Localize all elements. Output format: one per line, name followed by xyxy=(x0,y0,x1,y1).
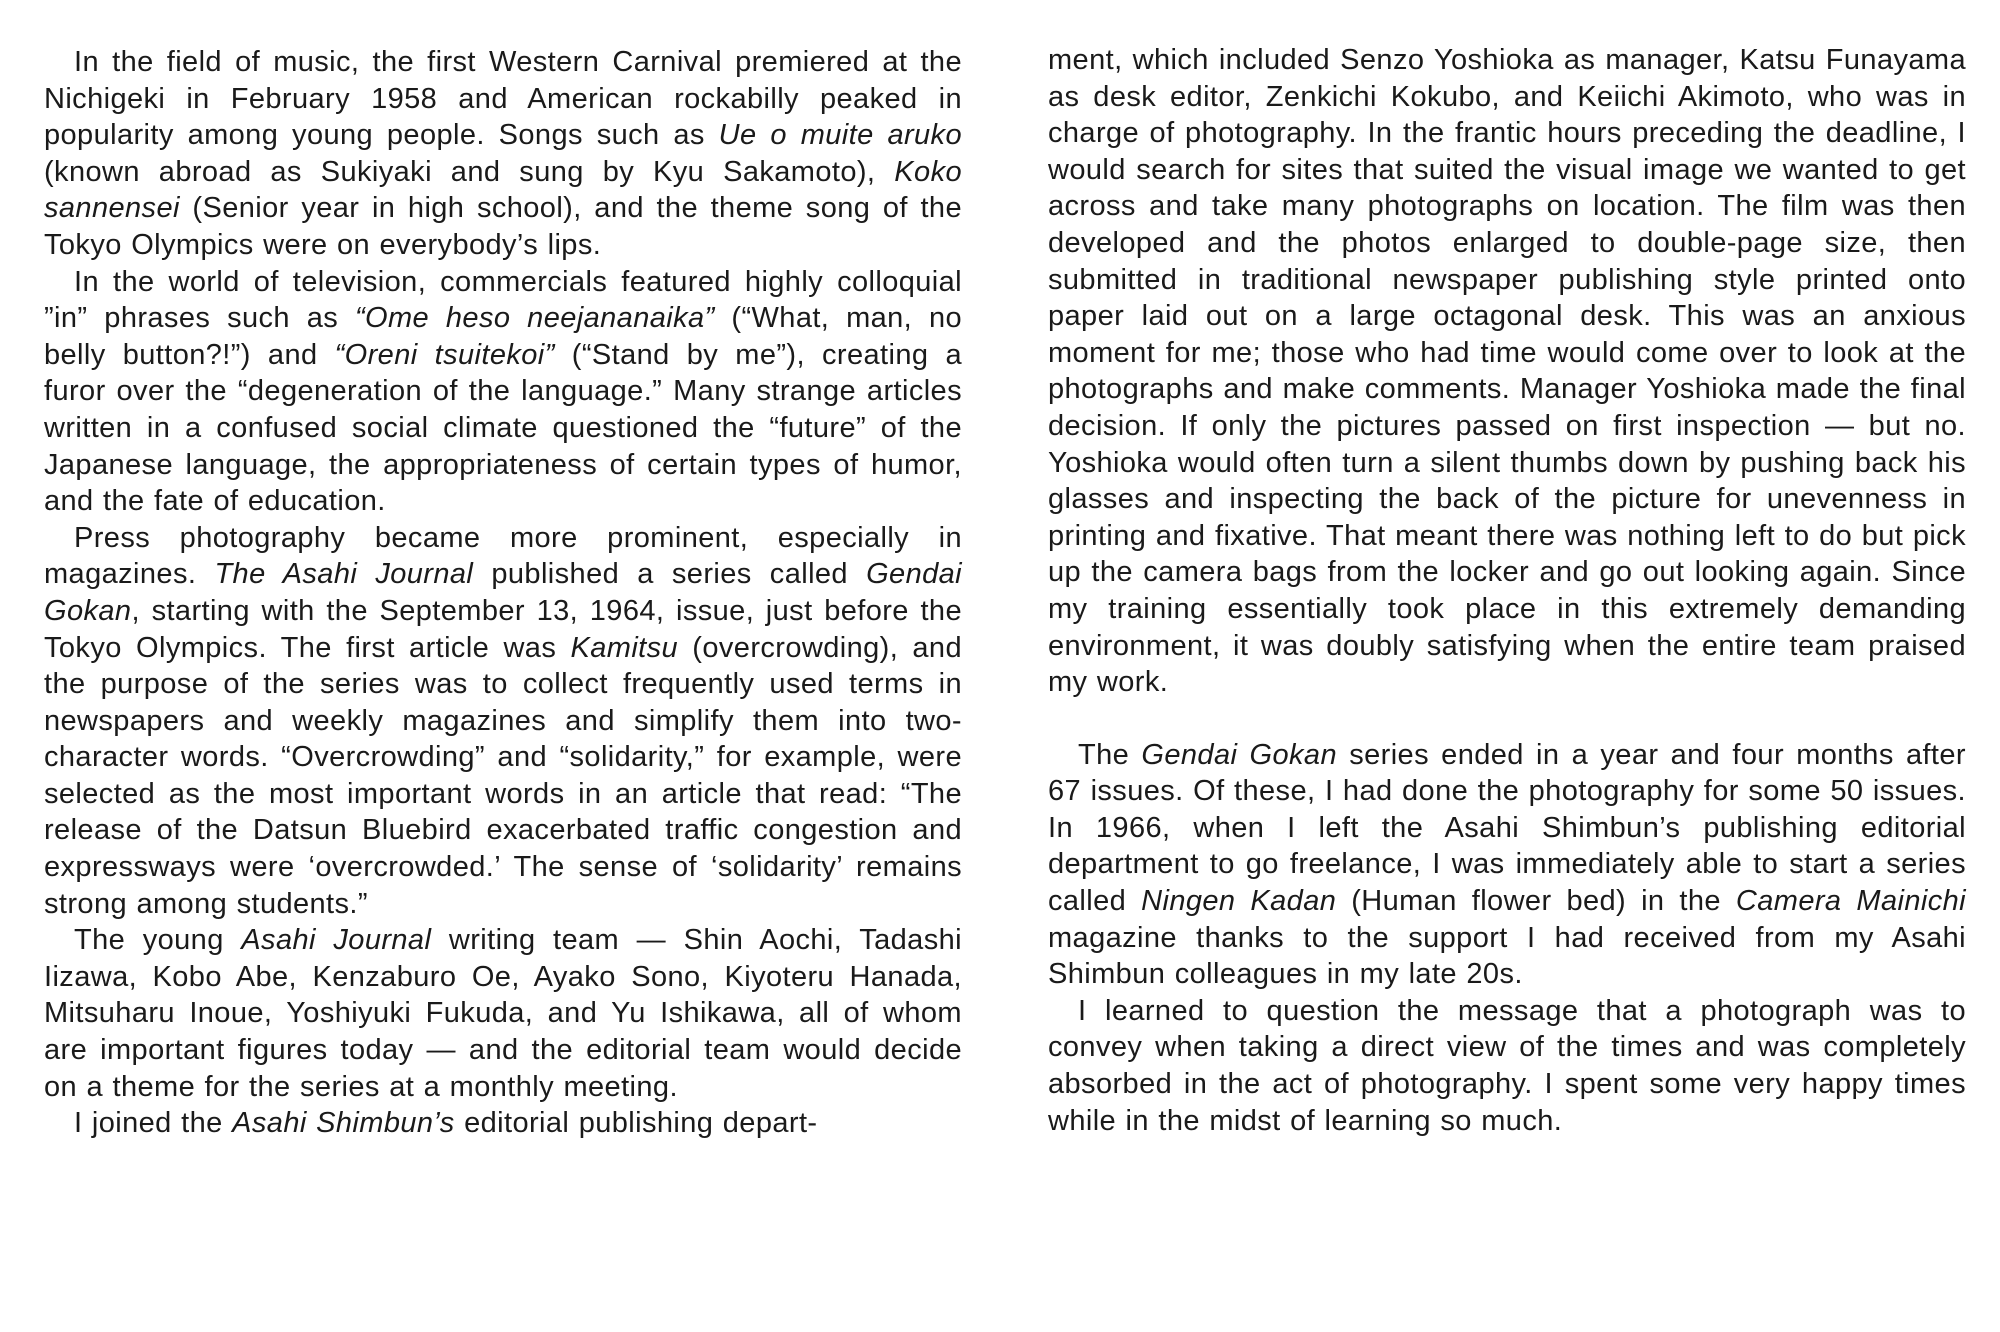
text-segment: (known abroad as Sukiyaki and sung by Kyu Sakamoto), xyxy=(44,155,895,188)
italic-text-segment: Ningen Kadan xyxy=(1141,885,1337,918)
paragraph-gendai-gokan-end xyxy=(1048,737,1966,993)
text-segment: I joined the xyxy=(74,1107,233,1140)
italic-text-segment: The Asahi Journal xyxy=(214,558,474,591)
paragraph-joined-asahi xyxy=(44,1105,962,1142)
text-segment: series ended in a year and four months after 67 issues. Of these, I had done the photography for some 50 issues. In 1966, when I left the Asahi Shimbun’s publishing editorial department to go freelance, I was immediately able to start a series called xyxy=(1048,738,1966,918)
italic-text-segment: Asahi Shimbun’s xyxy=(232,1107,455,1140)
italic-text-segment: Koko sannensei xyxy=(44,155,962,225)
paragraph-television xyxy=(44,264,962,520)
paragraph-editorial-department xyxy=(1048,42,1966,701)
text-segment: published a series called xyxy=(473,558,867,591)
italic-text-segment: Gendai Gokan xyxy=(1141,738,1337,771)
paragraph-press-photography xyxy=(44,520,962,923)
text-segment: In the field of music, the first Western Carnival premiered at the Nichigeki in February 1958 and American rockabilly peaked in popularity among young people. Songs such as xyxy=(44,46,962,152)
text-segment: ment, which included Senzo Yoshioka as manager, Katsu Funayama as desk editor, Zenkichi Kokubo, and Keiichi Akimoto, who was in charge of photography. In the frantic hours preceding the deadline, I would search for sites that suited the visual image we wanted to get across and take many photographs on location. The film was then developed and the photos enlarged to double-page size, then submitted in traditional newspaper publishing style printed onto paper laid out on a large octagonal desk. This was an anxious moment for me; those who had time would come over to look at the photographs and make comments. Manager Yoshioka made the final decision. If only the pictures passed on first inspection — but no. Yoshioka would often turn a silent thumbs down by pushing back his glasses and inspecting the back of the picture for unevenness in printing and fixative. That meant there was nothing left to do but pick up the camera bags from the locker and go out looking again. Since my training essentially took place in this extremely demanding environment, it was doubly satisfying when the entire team praised my work. xyxy=(1048,44,1966,699)
text-segment: (“Stand by me”), creating a furor over the “degeneration of the language.” Many strange articles written in a confused social climate questioned the “future” of the Japanese language, the appropriateness of certain types of humor, and the fate of education. xyxy=(44,338,963,518)
italic-text-segment: “Ome heso neejananaika” xyxy=(354,302,715,335)
text-segment: The young xyxy=(74,924,242,957)
text-segment: Press photography became more prominent, especially in magazines. xyxy=(44,521,962,591)
italic-text-segment: Gendai Gokan xyxy=(44,558,963,627)
text-segment: editorial publishing depart- xyxy=(454,1107,818,1140)
italic-text-segment: Camera Mainichi xyxy=(1735,885,1966,918)
paragraph-writing-team xyxy=(44,922,962,1105)
left-text-column xyxy=(44,44,962,1142)
text-segment: (Senior year in high school), and the theme song of the Tokyo Olympics were on everybody’s lips. xyxy=(44,192,962,261)
text-segment: In the world of television, commercials featured highly colloquial ”in” phrases such as xyxy=(44,265,962,335)
italic-text-segment: Ue o muite aruko xyxy=(718,119,962,152)
text-segment: magazine thanks to the support I had received from my Asahi Shimbun colleagues in my late 20s. xyxy=(1048,921,1966,991)
italic-text-segment: “Oreni tsuitekoi” xyxy=(334,338,555,371)
paragraph-learned-to-question xyxy=(1048,993,1966,1139)
text-segment: writing team — Shin Aochi, Tadashi Iizawa, Kobo Abe, Kenzaburo Oe, Ayako Sono, Kiyoteru Hanada, Mitsuharu Inoue, Yoshiyuki Fukuda, and Yu Ishikawa, all of whom are important figures today — and the editorial team would decide on a theme for the series at a monthly meeting. xyxy=(44,924,962,1103)
italic-text-segment: Asahi Journal xyxy=(241,924,432,957)
text-segment: , starting with the September 13, 1964, issue, just before the Tokyo Olympics. The first article was xyxy=(44,594,962,664)
right-text-column xyxy=(1048,42,1966,1139)
text-segment: (overcrowding), and the purpose of the series was to collect frequently used terms in newspapers and weekly magazines and simplify them into two-character words. “Overcrowding” and “solidarity,” for example, were selected as the most important words in an article that read: “The release of the Datsun Bluebird exacerbated traffic congestion and expressways were ‘overcrowded.’ The sense of ‘solidarity’ remains strong among students.” xyxy=(44,631,962,920)
text-segment: The xyxy=(1078,738,1142,771)
italic-text-segment: Kamitsu xyxy=(570,631,679,664)
text-segment: (“What, man, no belly button?!”) and xyxy=(44,302,963,371)
paragraph-music xyxy=(44,44,962,264)
text-segment: (Human flower bed) in the xyxy=(1336,885,1736,918)
text-segment: I learned to question the message that a photograph was to convey when taking a direct view of the times and was completely absorbed in the act of photography. I spent some very happy times while in the midst of learning so much. xyxy=(1048,994,1966,1137)
